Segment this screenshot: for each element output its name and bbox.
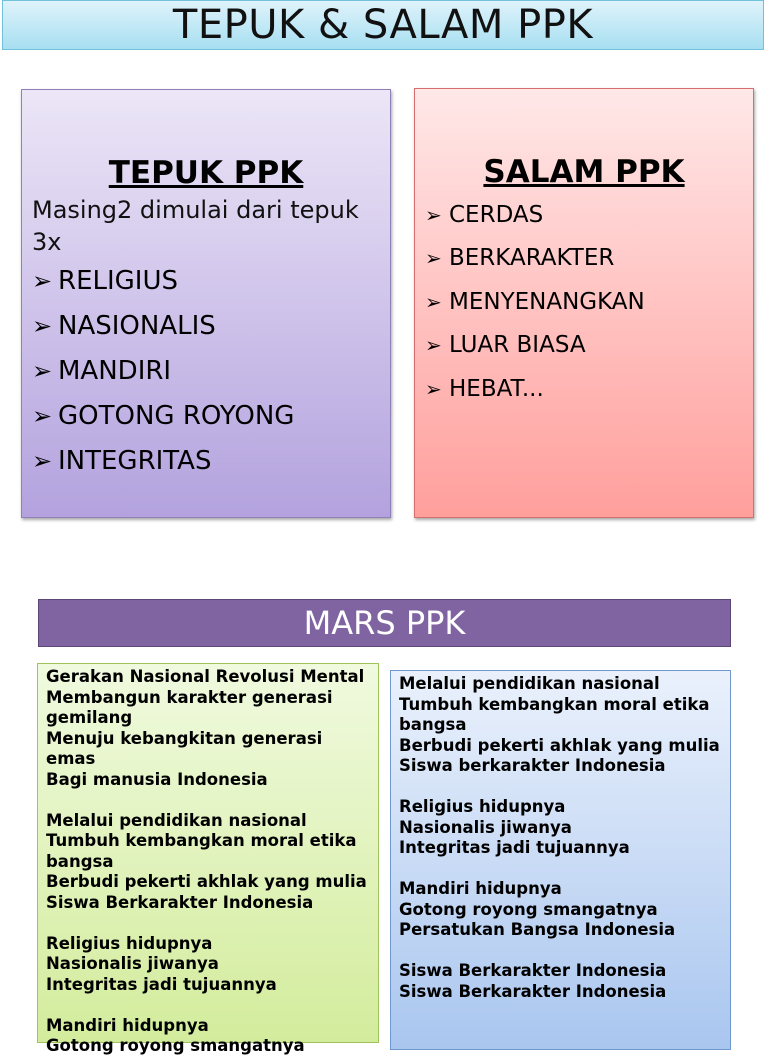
mars-lyrics-right [390,670,731,1050]
salam-heading: SALAM PPK [483,154,685,190]
salam-item [425,324,743,368]
salam-item-label: LUAR BIASA [449,332,586,359]
lyric-line: Berbudi pekerti akhlak yang mulia [46,872,367,891]
salam-ppk-card [414,88,754,518]
tepuk-item [32,393,380,438]
lyric-line: Integritas jadi tujuannya [46,974,277,994]
tepuk-item [32,303,380,348]
tepuk-item-label: NASIONALIS [58,310,216,341]
lyric-line: Siswa Berkarakter Indonesia [399,981,667,1001]
arrow-bullet-icon: ➢ [425,246,442,271]
salam-item-label: MENYENANGKAN [449,288,645,315]
lyric-line: Siswa Berkarakter Indonesia [46,892,314,912]
stanza-gap [46,913,370,934]
arrow-bullet-icon: ➢ [425,333,442,358]
arrow-bullet-icon: ➢ [32,311,53,340]
salam-list [425,193,743,411]
tepuk-item [32,258,380,303]
tepuk-item-label: GOTONG ROYONG [58,400,295,431]
arrow-bullet-icon: ➢ [32,401,53,430]
stanza-gap [46,790,370,811]
lyric-line: Berbudi pekerti akhlak yang mulia [399,735,720,755]
lyric-line: Gotong royong smangatnya [399,899,658,919]
arrow-bullet-icon: ➢ [32,356,53,385]
lyric-line: Religius hidupnya [46,933,213,953]
tepuk-item-label: MANDIRI [58,355,172,386]
salam-item [425,193,743,237]
tepuk-heading: TEPUK PPK [108,155,304,191]
lyric-line: Melalui pendidikan nasional [46,810,307,830]
tepuk-item [32,438,380,483]
lyric-line: Nasionalis jiwanya [399,817,572,837]
arrow-bullet-icon: ➢ [425,376,442,401]
salam-item-label: BERKARAKTER [449,245,615,272]
lyric-line: Tumbuh kembangkan moral etika bangsa [399,694,710,734]
lyric-line: Nasionalis jiwanya [46,954,219,973]
tepuk-intro: Masing2 dimulai dari tepuk 3x [32,196,359,256]
lyric-line: Bagi manusia Indonesia [46,769,268,789]
tepuk-ppk-card [21,89,391,518]
stanza-gap [399,859,722,880]
lyric-line: Mandiri hidupnya [399,879,562,898]
salam-item-label: HEBAT... [449,375,544,402]
lyric-line: Mandiri hidupnya [46,1015,209,1035]
tepuk-list [32,258,380,483]
tepuk-item-label: RELIGIUS [58,265,178,296]
tepuk-item-label: INTEGRITAS [58,445,212,476]
mars-title: MARS PPK [303,604,466,642]
lyric-line: Persatukan Bangsa Indonesia [399,920,676,939]
stanza-gap [46,995,370,1016]
lyric-line: Membangun karakter generasi gemilang [46,687,333,727]
arrow-bullet-icon: ➢ [32,446,53,475]
lyric-line: Integritas jadi tujuannya [399,838,630,857]
lyric-line: Religius hidupnya [399,797,566,816]
mars-ppk-title-bar [38,599,731,647]
lyric-line: Gerakan Nasional Revolusi Mental [46,667,365,686]
salam-item-label: CERDAS [449,201,544,228]
arrow-bullet-icon: ➢ [425,289,442,314]
stanza-gap [399,777,722,798]
tepuk-item [32,348,380,393]
stanza-gap [399,941,722,962]
arrow-bullet-icon: ➢ [425,202,442,227]
lyric-line: Melalui pendidikan nasional [399,674,660,693]
arrow-bullet-icon: ➢ [32,266,53,295]
salam-item [425,280,743,324]
lyric-line: Siswa Berkarakter Indonesia [399,961,667,980]
page-title: TEPUK & SALAM PPK [172,2,594,48]
page-title-bar [2,0,764,50]
lyric-line: Siswa berkarakter Indonesia [399,756,666,775]
lyric-line: Gotong royong smangatnya [46,1036,305,1055]
mars-lyrics-left [37,663,379,1055]
lyric-line: Menuju kebangkitan generasi emas [46,728,323,768]
salam-item [425,237,743,281]
lyric-line: Tumbuh kembangkan moral etika bangsa [46,831,357,871]
salam-item [425,367,743,411]
